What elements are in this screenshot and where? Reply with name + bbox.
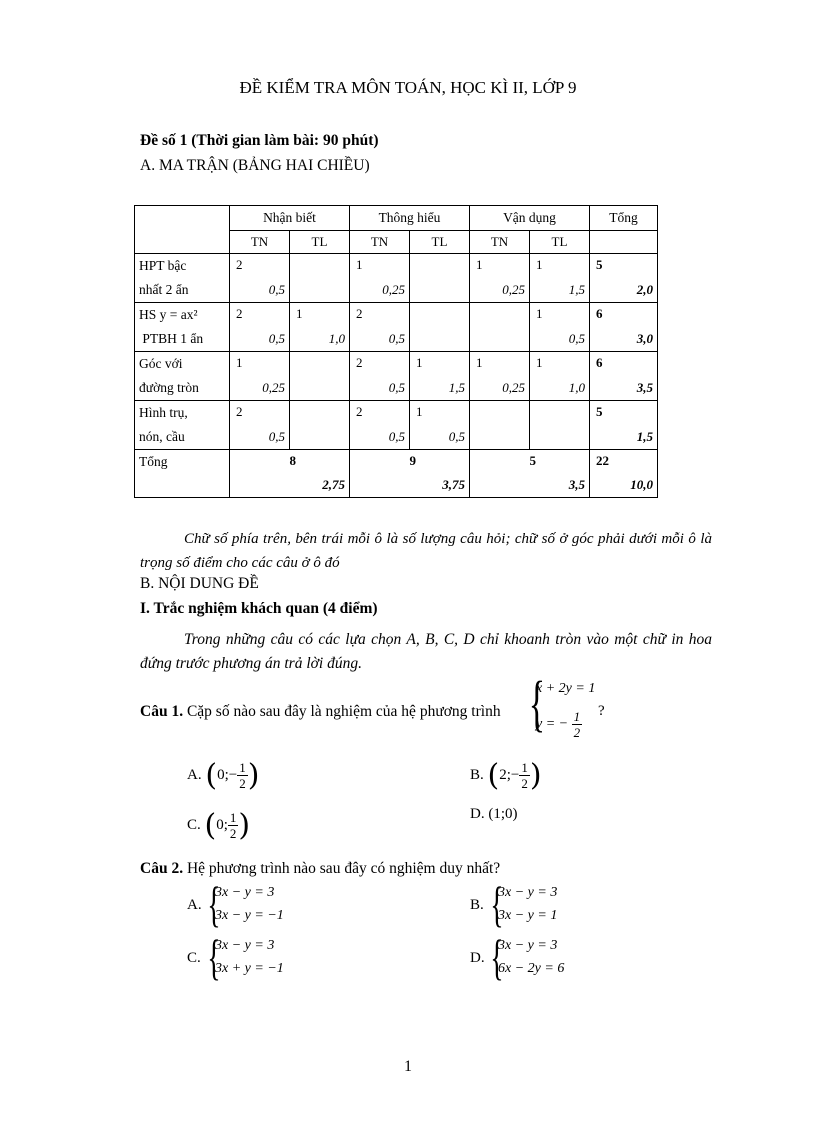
frac-den: 2 xyxy=(521,776,528,791)
total-tong xyxy=(590,450,658,498)
cell-count: 2 xyxy=(356,355,363,370)
q2-c-e1: 3x − y = 3 xyxy=(215,938,275,953)
cell-score: 0,5 xyxy=(268,331,285,346)
q1-option-b[interactable] xyxy=(470,758,542,793)
cell-score: 1,5 xyxy=(568,282,585,297)
brace-icon: { xyxy=(490,929,504,985)
header-van-dung: Vận dụng xyxy=(470,206,590,231)
matrix-cell xyxy=(410,303,470,352)
q1-eq2-lhs: y = − xyxy=(536,716,569,732)
paren-left: ( xyxy=(204,808,217,843)
page-number: 1 xyxy=(404,1058,412,1075)
table-row xyxy=(135,352,658,401)
sub-empty xyxy=(590,231,658,254)
cell-score: 0,25 xyxy=(502,380,525,395)
total-vd-score: 3,5 xyxy=(568,477,585,492)
q2-d-e1: 3x − y = 3 xyxy=(498,938,558,953)
cell-score: 0,5 xyxy=(448,429,465,444)
total-tong-score: 10,0 xyxy=(630,477,653,492)
part1-title: I. Trắc nghiệm khách quan (4 điểm) xyxy=(140,600,378,617)
q2-d-key: D. xyxy=(470,950,485,966)
q2-b-e1: 3x − y = 3 xyxy=(498,885,558,900)
header-tong: Tổng xyxy=(590,206,658,231)
q2-d-e2: 6x − 2y = 6 xyxy=(498,961,565,976)
q2-option-a[interactable] xyxy=(187,876,327,932)
q1-c-val: 0; xyxy=(216,816,228,833)
total-label: Tổng xyxy=(139,454,168,469)
row-label-line1: HS y = ax² xyxy=(139,307,198,322)
frac-den: 2 xyxy=(573,725,581,740)
row-total xyxy=(590,254,658,303)
exam-label: Đề số 1 (Thời gian làm bài: 90 phút) xyxy=(140,132,379,149)
matrix-cell xyxy=(230,352,290,401)
table-row xyxy=(135,303,658,352)
header-thong-hieu: Thông hiểu xyxy=(350,206,470,231)
cell-score: 1,0 xyxy=(328,331,345,346)
q1-b-key: B. xyxy=(470,766,484,783)
q2-c-key: C. xyxy=(187,950,201,966)
brace-icon: { xyxy=(207,929,221,985)
row-total-count: 5 xyxy=(596,257,603,272)
sub-tl: TL xyxy=(410,231,470,254)
frac-num: 1 xyxy=(239,760,246,775)
matrix-cell xyxy=(410,254,470,303)
total-row-label xyxy=(135,450,230,498)
q1-label: Câu 1. xyxy=(140,703,184,720)
table-row xyxy=(135,401,658,450)
row-total xyxy=(590,303,658,352)
matrix-cell xyxy=(230,303,290,352)
q2-b-key: B. xyxy=(470,897,484,913)
sub-tl: TL xyxy=(290,231,350,254)
q2-a-e1: 3x − y = 3 xyxy=(215,885,275,900)
matrix-cell xyxy=(470,352,530,401)
table-note: Chữ số phía trên, bên trái mỗi ô là số lượng câu hỏi; chữ số ở góc phải dưới mỗi ô là trọng số điểm cho các câu ở ô đó xyxy=(140,531,712,571)
frac-num: 1 xyxy=(521,760,528,775)
q1-a-val: 0;− xyxy=(217,766,238,783)
q2-option-c[interactable] xyxy=(187,929,327,985)
q2-option-d[interactable] xyxy=(470,929,610,985)
q1-option-c[interactable] xyxy=(187,808,250,843)
q2-a-e2: 3x − y = −1 xyxy=(215,908,284,923)
cell-score: 0,25 xyxy=(502,282,525,297)
q2-b-e2: 3x − y = 1 xyxy=(498,908,558,923)
brace-icon: { xyxy=(490,876,504,932)
matrix-table xyxy=(134,205,658,498)
header-nhan-biet: Nhận biết xyxy=(230,206,350,231)
matrix-cell xyxy=(230,401,290,450)
cell-score: 0,5 xyxy=(388,380,405,395)
row-label-line2: nón, cầu xyxy=(139,429,185,444)
cell-score: 0,25 xyxy=(262,380,285,395)
cell-score: 0,5 xyxy=(388,429,405,444)
row-label xyxy=(135,352,230,401)
matrix-cell xyxy=(530,254,590,303)
table-corner xyxy=(135,206,230,254)
frac-den: 2 xyxy=(239,776,246,791)
q2-text: Hệ phương trình nào sau đây có nghiệm duy nhất? xyxy=(186,860,501,877)
cell-count: 2 xyxy=(236,306,243,321)
row-total-score: 3,5 xyxy=(636,380,653,395)
cell-count: 1 xyxy=(416,404,423,419)
section-a-heading: A. MA TRẬN (BẢNG HAI CHIỀU) xyxy=(140,157,370,174)
matrix-cell xyxy=(350,254,410,303)
page-title: ĐỀ KIỂM TRA MÔN TOÁN, HỌC KÌ II, LỚP 9 xyxy=(239,78,577,97)
matrix-cell xyxy=(470,254,530,303)
row-total-count: 5 xyxy=(596,404,603,419)
cell-count: 1 xyxy=(476,257,483,272)
row-label-line1: Hình trụ, xyxy=(139,405,188,420)
matrix-cell xyxy=(230,254,290,303)
matrix-cell xyxy=(350,401,410,450)
q1-c-key: C. xyxy=(187,816,201,833)
q1-b-val: 2;− xyxy=(499,766,520,783)
total-nhan-biet xyxy=(230,450,350,498)
table-row xyxy=(135,254,658,303)
q2-option-b[interactable] xyxy=(470,876,610,932)
cell-count: 1 xyxy=(296,306,303,321)
q1-a-key: A. xyxy=(187,766,202,783)
total-nb-score: 2,75 xyxy=(322,477,345,492)
row-label-line2: PTBH 1 ẩn xyxy=(139,331,204,346)
cell-count: 2 xyxy=(236,257,243,272)
total-vd-count: 5 xyxy=(529,453,536,468)
cell-count: 1 xyxy=(536,306,543,321)
frac-num: 1 xyxy=(229,810,237,825)
row-total-score: 1,5 xyxy=(636,429,653,444)
matrix-cell xyxy=(290,401,350,450)
sub-tn: TN xyxy=(470,231,530,254)
q1-a-frac xyxy=(237,760,248,791)
cell-count: 1 xyxy=(236,355,243,370)
frac-num: 1 xyxy=(573,709,581,724)
total-nb-count: 8 xyxy=(289,453,296,468)
instruction: Trong những câu có các lựa chọn A, B, C, D chỉ khoanh tròn vào một chữ in hoa đứng trước phương án trả lời đúng. xyxy=(140,631,712,672)
q2-line xyxy=(140,860,500,878)
sub-tn: TN xyxy=(230,231,290,254)
row-total xyxy=(590,401,658,450)
section-b-heading: B. NỘI DUNG ĐỀ xyxy=(140,575,259,592)
row-total-count: 6 xyxy=(596,355,603,370)
matrix-cell xyxy=(410,352,470,401)
row-label-line2: đường tròn xyxy=(139,380,199,395)
q1-c-frac xyxy=(228,810,239,841)
matrix-cell xyxy=(530,303,590,352)
cell-score: 0,5 xyxy=(268,429,285,444)
matrix-cell xyxy=(410,401,470,450)
cell-score: 1,5 xyxy=(448,380,465,395)
q1-eq2-frac xyxy=(572,709,583,740)
paren-left: ( xyxy=(487,758,500,793)
matrix-cell xyxy=(350,303,410,352)
cell-count: 1 xyxy=(416,355,423,370)
sub-tl: TL xyxy=(530,231,590,254)
paren-right: ) xyxy=(247,758,260,793)
total-van-dung xyxy=(470,450,590,498)
cell-count: 1 xyxy=(356,257,363,272)
row-label xyxy=(135,401,230,450)
q1-qmark: ? xyxy=(598,703,605,719)
matrix-cell xyxy=(290,254,350,303)
q2-label: Câu 2. xyxy=(140,860,184,877)
brace-icon: { xyxy=(528,670,546,738)
cell-count: 2 xyxy=(356,306,363,321)
row-label-line1: Góc với xyxy=(139,356,183,371)
total-thong-hieu xyxy=(350,450,470,498)
row-label-line1: HPT bậc xyxy=(139,258,187,273)
cell-score: 0,5 xyxy=(568,331,585,346)
total-tong-count: 22 xyxy=(596,453,609,468)
matrix-cell xyxy=(530,401,590,450)
paren-right: ) xyxy=(529,758,542,793)
cell-score: 1,0 xyxy=(568,380,585,395)
row-total-score: 3,0 xyxy=(636,331,653,346)
cell-count: 2 xyxy=(236,404,243,419)
cell-count: 1 xyxy=(536,257,543,272)
q1-eq1: x + 2y = 1 xyxy=(536,681,596,696)
frac-den: 2 xyxy=(229,826,237,841)
cell-count: 2 xyxy=(356,404,363,419)
sub-tn: TN xyxy=(350,231,410,254)
total-th-count: 9 xyxy=(409,453,416,468)
paren-right: ) xyxy=(238,808,251,843)
cell-score: 0,5 xyxy=(388,331,405,346)
matrix-cell xyxy=(470,401,530,450)
row-total xyxy=(590,352,658,401)
q1-text: Cặp số nào sau đây là nghiệm của hệ phương trình xyxy=(186,703,501,720)
row-label xyxy=(135,254,230,303)
q2-a-key: A. xyxy=(187,897,202,913)
matrix-cell xyxy=(470,303,530,352)
brace-icon: { xyxy=(207,876,221,932)
cell-score: 0,5 xyxy=(268,282,285,297)
q1-option-a[interactable] xyxy=(187,758,259,793)
q1-b-frac xyxy=(519,760,530,791)
paren-left: ( xyxy=(205,758,218,793)
row-total-count: 6 xyxy=(596,306,603,321)
cell-count: 1 xyxy=(536,355,543,370)
cell-score: 0,25 xyxy=(382,282,405,297)
q1-eq2 xyxy=(536,709,582,740)
row-label-line2: nhất 2 ẩn xyxy=(139,282,189,297)
matrix-cell xyxy=(350,352,410,401)
matrix-cell xyxy=(290,352,350,401)
row-label xyxy=(135,303,230,352)
q2-c-e2: 3x + y = −1 xyxy=(215,961,284,976)
cell-count: 1 xyxy=(476,355,483,370)
total-th-score: 3,75 xyxy=(442,477,465,492)
q1-option-d[interactable]: D. (1;0) xyxy=(470,806,518,822)
matrix-cell xyxy=(530,352,590,401)
row-total-score: 2,0 xyxy=(636,282,653,297)
matrix-cell xyxy=(290,303,350,352)
q1-line xyxy=(140,703,501,721)
